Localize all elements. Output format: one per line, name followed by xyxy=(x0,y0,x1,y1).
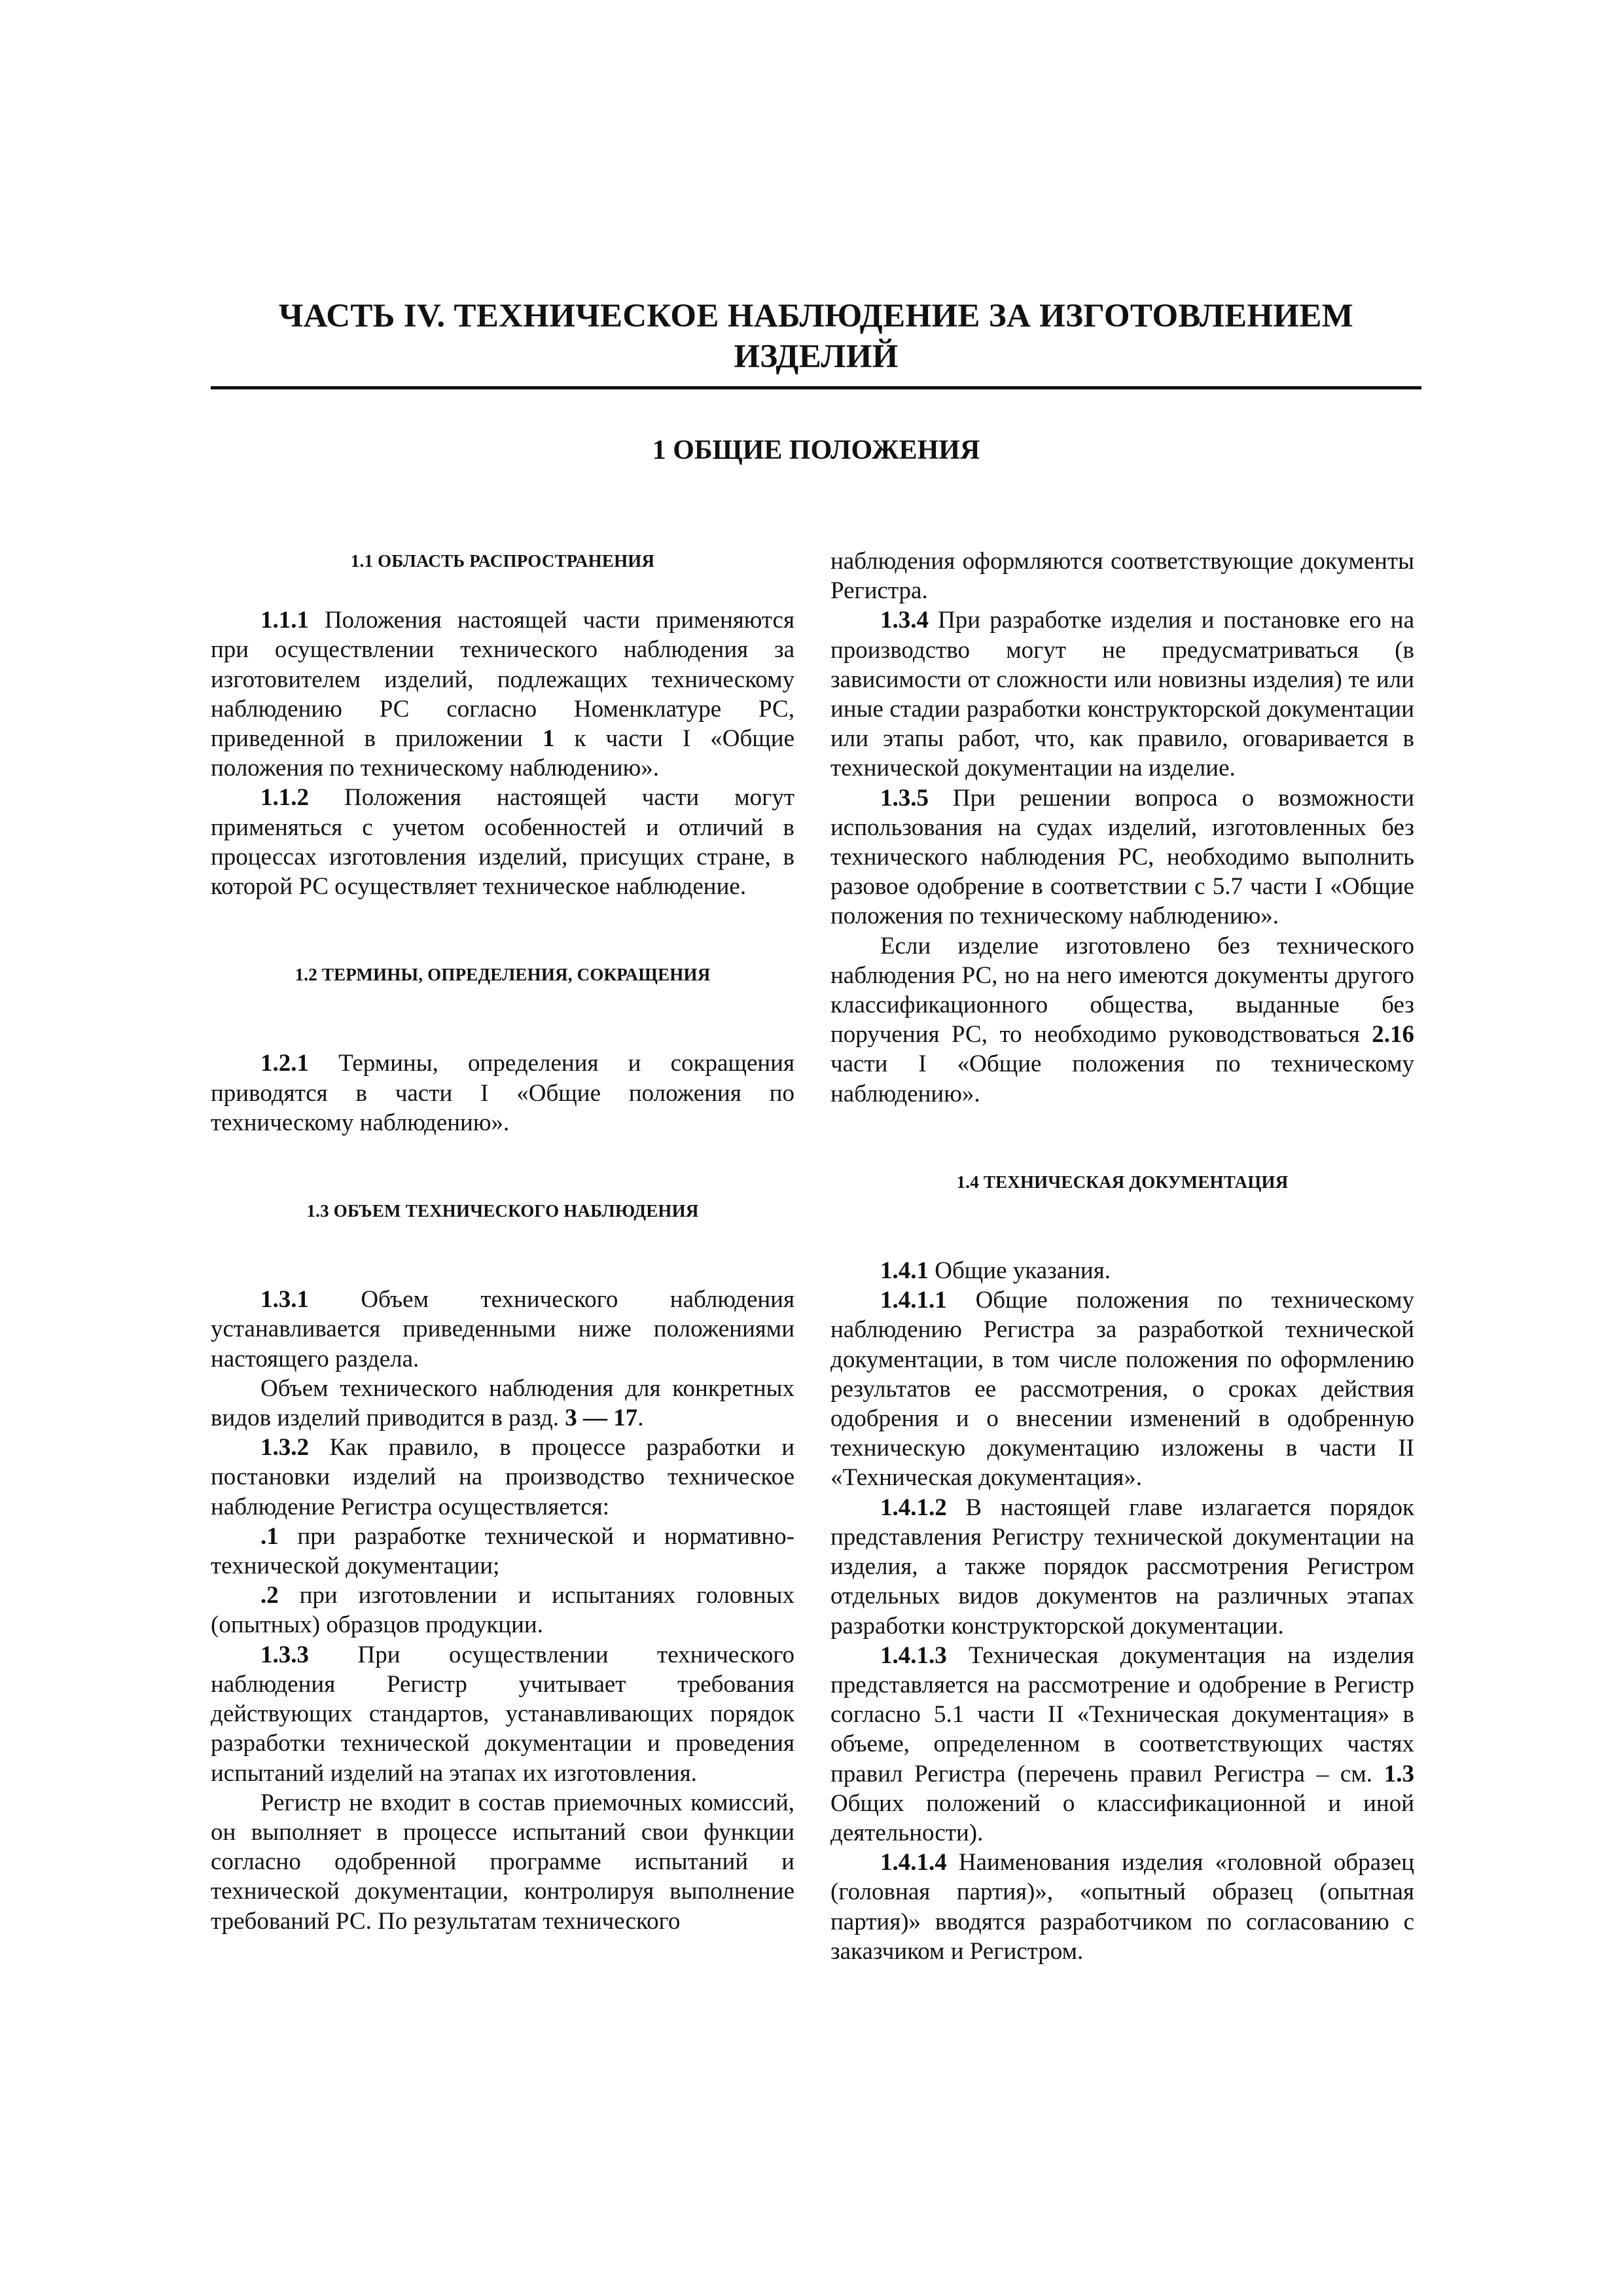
paragraph-1-3-1: 1.3.1 Объем технического наблюдения устанавливается приведенными ниже положениями настоящего раздела. xyxy=(211,1286,794,1372)
paragraph-1-2-1: 1.2.1 Термины, определения и сокращения приводятся в части I «Общие положения по техническому наблюдению». xyxy=(211,1050,794,1136)
paragraph-number: 1.3.3 xyxy=(260,1641,309,1668)
paragraph-1-3-3-continued: Регистр не входит в состав приемочных комиссий, он выполняет в процессе испытаний свои функции согласно одобренной программе испытаний и технической документации, контролируя выполнение требований РС. По результатам технического xyxy=(211,1789,794,1935)
right-column xyxy=(830,547,1414,1966)
section-heading-1-3: 1.3 ОБЪЕМ ТЕХНИЧЕСКОГО НАБЛЮДЕНИЯ xyxy=(306,1201,699,1221)
paragraph-1-1-1: 1.1.1 Положения настоящей части применяются при осуществлении технического наблюдения за изготовителем изделий, подлежащих техническому наблюдению РС согласно Номенклатуре РС, приведенной в приложении 1 к части I «Общие положения по техническому наблюдению». xyxy=(211,607,794,782)
paragraph-number: 1.4.1.1 xyxy=(880,1287,947,1314)
title-divider xyxy=(211,386,1421,389)
paragraph-1-4-1-4: 1.4.1.4 Наименования изделия «головной образец (головная партия)», «опытный образец (опытная партия)» вводятся разработчиком по согласованию с заказчиком и Регистром. xyxy=(830,1849,1414,1965)
paragraph-1-3-2: 1.3.2 Как правило, в процессе разработки и постановки изделий на производство техническое наблюдение Регистра осуществляется: xyxy=(211,1434,794,1520)
paragraph-number: 1.1.1 xyxy=(260,607,309,634)
list-item-2: .2 при изготовлении и испытаниях головных (опытных) образцов продукции. xyxy=(211,1582,794,1639)
left-column xyxy=(211,547,794,1936)
section-heading-1-4: 1.4 ТЕХНИЧЕСКАЯ ДОКУМЕНТАЦИЯ xyxy=(956,1172,1289,1192)
part-title-line2: ИЗДЕЛИЙ xyxy=(734,338,899,375)
paragraph-1-3-3: 1.3.3 При осуществлении технического наблюдения Регистр учитывает требования действующих стандартов, устанавливающих порядок разработки технической документации и проведения испытаний изделий на этапах их изготовления. xyxy=(211,1641,794,1787)
paragraph-number: 1.2.1 xyxy=(260,1050,309,1077)
paragraph-1-3-5-continued: Если изделие изготовлено без технического наблюдения РС, но на него имеются документы другого классификационного общества, выданные без поручения РС, то необходимо руководствоваться 2.16 части I «Общие положения по техническому наблюдению». xyxy=(830,932,1414,1107)
paragraph-number: 1.4.1 xyxy=(880,1257,929,1285)
paragraph-number: 1.4.1.4 xyxy=(880,1849,947,1876)
paragraph-1-3-4: 1.3.4 При разработке изделия и постановке его на производство могут не предусматриваться (в зависимости от сложности или новизны изделия) те или иные стадии разработки конструкторской документации или этапы работ, что, как правило, оговаривается в технической документации на изделие. xyxy=(830,607,1414,782)
paragraph-1-4-1: 1.4.1 Общие указания. xyxy=(880,1257,1111,1285)
paragraph-1-4-1-3: 1.4.1.3 Техническая документация на изделия представляется на рассмотрение и одобрение в Регистр согласно 5.1 части II «Техническая документация» в объеме, определенном в соответствующих частях правил Регистра (перечень правил Регистра – см. 1.3 Общих положений о классификационной и иной деятельности). xyxy=(830,1641,1414,1846)
chapter-heading: 1 ОБЩИЕ ПОЛОЖЕНИЯ xyxy=(652,435,980,465)
paragraph-1-3-5: 1.3.5 При решении вопроса о возможности использования на судах изделий, изготовленных без технического наблюдения РС, необходимо выполнить разовое одобрение в соответствии с 5.7 части I «Общие положения по техническому наблюдению». xyxy=(830,784,1414,930)
paragraph-number: 1.3.5 xyxy=(880,784,929,812)
paragraph-1-3-3-tail: наблюдения оформляются соответствующие документы Регистра. xyxy=(830,548,1414,605)
paragraph-number: 1.3.2 xyxy=(260,1434,309,1462)
paragraph-1-4-1-1: 1.4.1.1 Общие положения по техническому наблюдению Регистра за разработкой технической документации, в том числе положения по оформлению результатов ее рассмотрения, о сроках действия одобрения и о внесении изменений в одобренную техническую документацию изложены в части II «Техническая документация». xyxy=(830,1287,1414,1492)
paragraph-number: 1.4.1.2 xyxy=(880,1494,947,1521)
paragraph-number: 1.3.1 xyxy=(260,1286,309,1314)
part-title-line1: ЧАСТЬ IV. ТЕХНИЧЕСКОЕ НАБЛЮДЕНИЕ ЗА ИЗГОТОВЛЕНИЕМ xyxy=(278,298,1354,334)
paragraph-1-3-1-continued: Объем технического наблюдения для конкретных видов изделий приводится в разд. 3 — 17. xyxy=(211,1374,794,1432)
paragraph-number: 1.4.1.3 xyxy=(880,1641,947,1669)
part-title xyxy=(211,296,1421,377)
paragraph-number: 1.3.4 xyxy=(880,607,929,634)
paragraph-1-1-2: 1.1.2 Положения настоящей части могут применяться с учетом особенностей и отличий в процессах изготовления изделий, присущих стране, в которой РС осуществляет техническое наблюдение. xyxy=(211,784,794,901)
section-heading-1-2: 1.2 ТЕРМИНЫ, ОПРЕДЕЛЕНИЯ, СОКРАЩЕНИЯ xyxy=(294,965,711,985)
list-item-1: .1 при разработке технической и нормативно-технической документации; xyxy=(211,1522,794,1580)
section-heading-1-1: 1.1 ОБЛАСТЬ РАСПРОСТРАНЕНИЯ xyxy=(350,551,655,571)
paragraph-number: 1.1.2 xyxy=(260,784,309,812)
paragraph-1-4-1-2: 1.4.1.2 В настоящей главе излагается порядок представления Регистру технической документации на изделия, а также порядок рассмотрения Регистром отдельных видов документов на различных этапах разработки конструкторской документации. xyxy=(830,1494,1414,1640)
